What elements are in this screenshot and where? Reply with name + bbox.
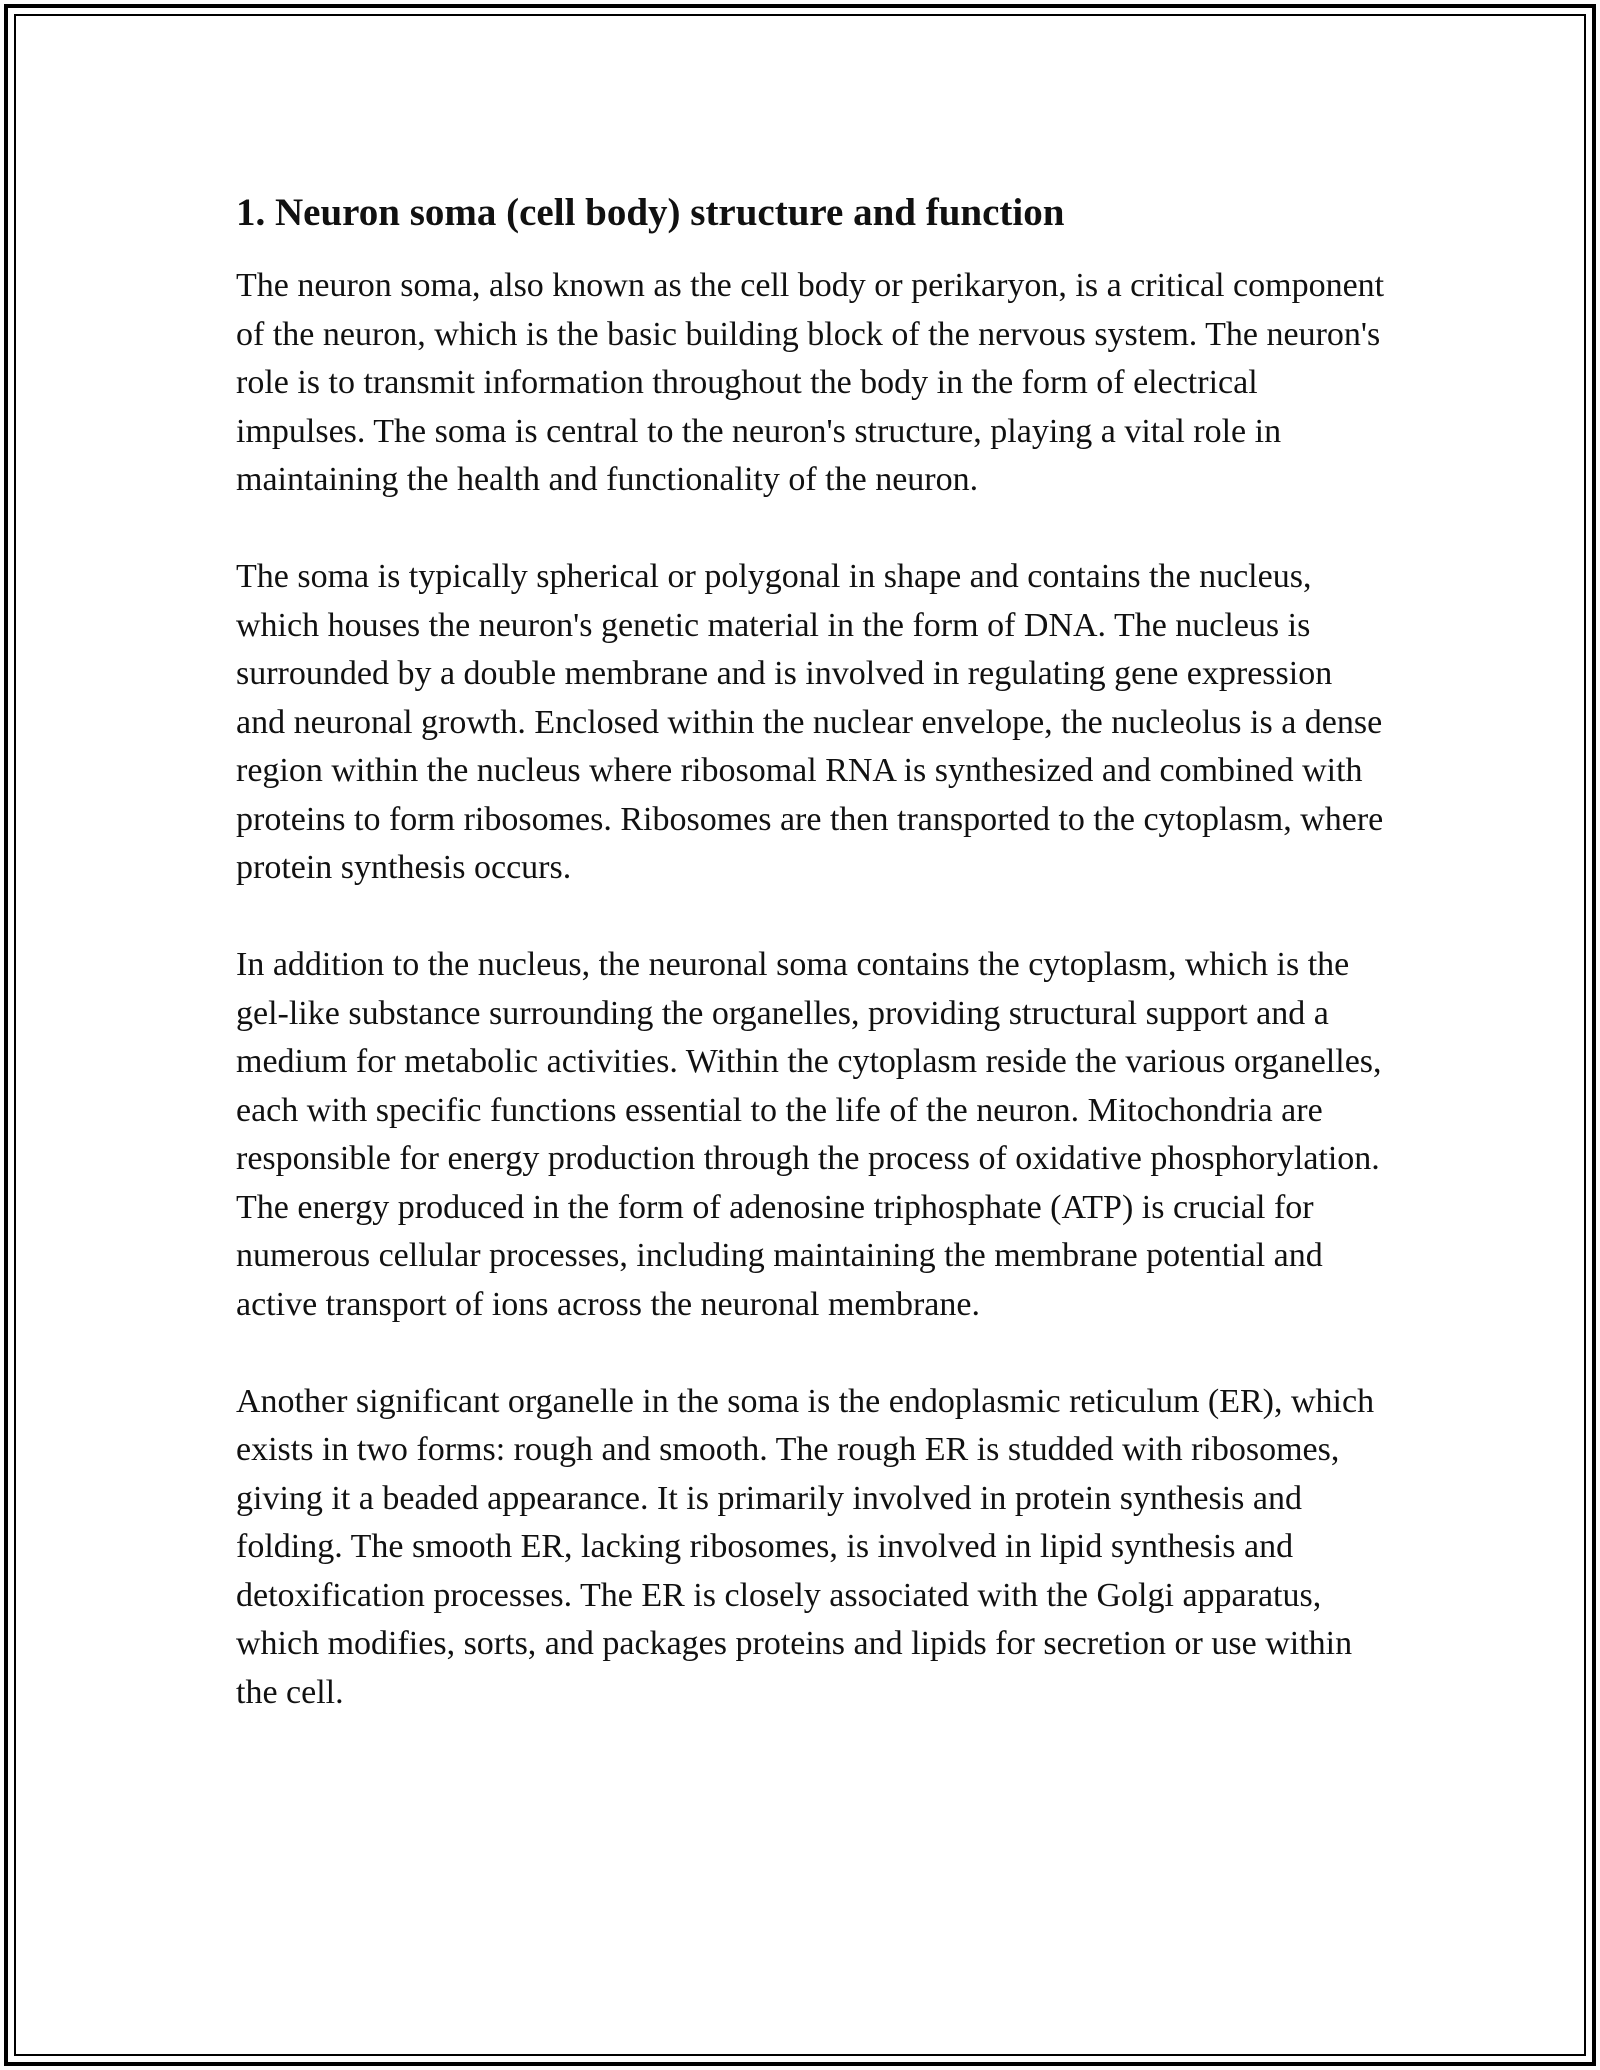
paragraph-soma-overview: The neuron soma, also known as the cell body or perikaryon, is a critical component of the neuron, which is the basic building block of the nervous system. The neuron's role is to transmit information throughout the body in the form of electrical impulses. The soma is central to the neuron's structure, playing a vital role in maintaining the health and functionality of the neuron. (236, 267, 1385, 498)
paragraph-nucleus: The soma is typically spherical or polygonal in shape and contains the nucleus, which houses the neuron's genetic material in the form of DNA. The nucleus is surrounded by a double membrane and is involved in regulating gene expression and neuronal growth. Enclosed within the nuclear envelope, the nucleolus is a dense region within the nucleus where ribosomal RNA is synthesized and combined with proteins to form ribosomes. Ribosomes are then transported to the cytoplasm, where protein synthesis occurs. (236, 558, 1384, 886)
paragraph-cytoplasm: In addition to the nucleus, the neuronal soma contains the cytoplasm, which is the gel-like substance surrounding the organelles, providing structural support and a medium for metabolic activities. Within the cytoplasm reside the various organelles, each with specific functions essential to the life of the neuron. Mitochondria are responsible for energy production through the process of oxidative phosphorylation. The energy produced in the form of adenosine triphosphate (ATP) is crucial for numerous cellular processes, including maintaining the membrane potential and active transport of ions across the neuronal membrane. (236, 946, 1382, 1323)
section-heading: 1. Neuron soma (cell body) structure and function (236, 191, 1065, 234)
paragraph-endoplasmic-reticulum: Another significant organelle in the soma is the endoplasmic reticulum (ER), which exists in two forms: rough and smooth. The rough ER is studded with ribosomes, giving it a beaded appearance. It is primarily involved in protein synthesis and folding. The smooth ER, lacking ribosomes, is involved in lipid synthesis and detoxification processes. The ER is closely associated with the Golgi apparatus, which modifies, sorts, and packages proteins and lipids for secretion or use within the cell. (236, 1382, 1375, 1711)
document-body (236, 186, 1386, 1766)
